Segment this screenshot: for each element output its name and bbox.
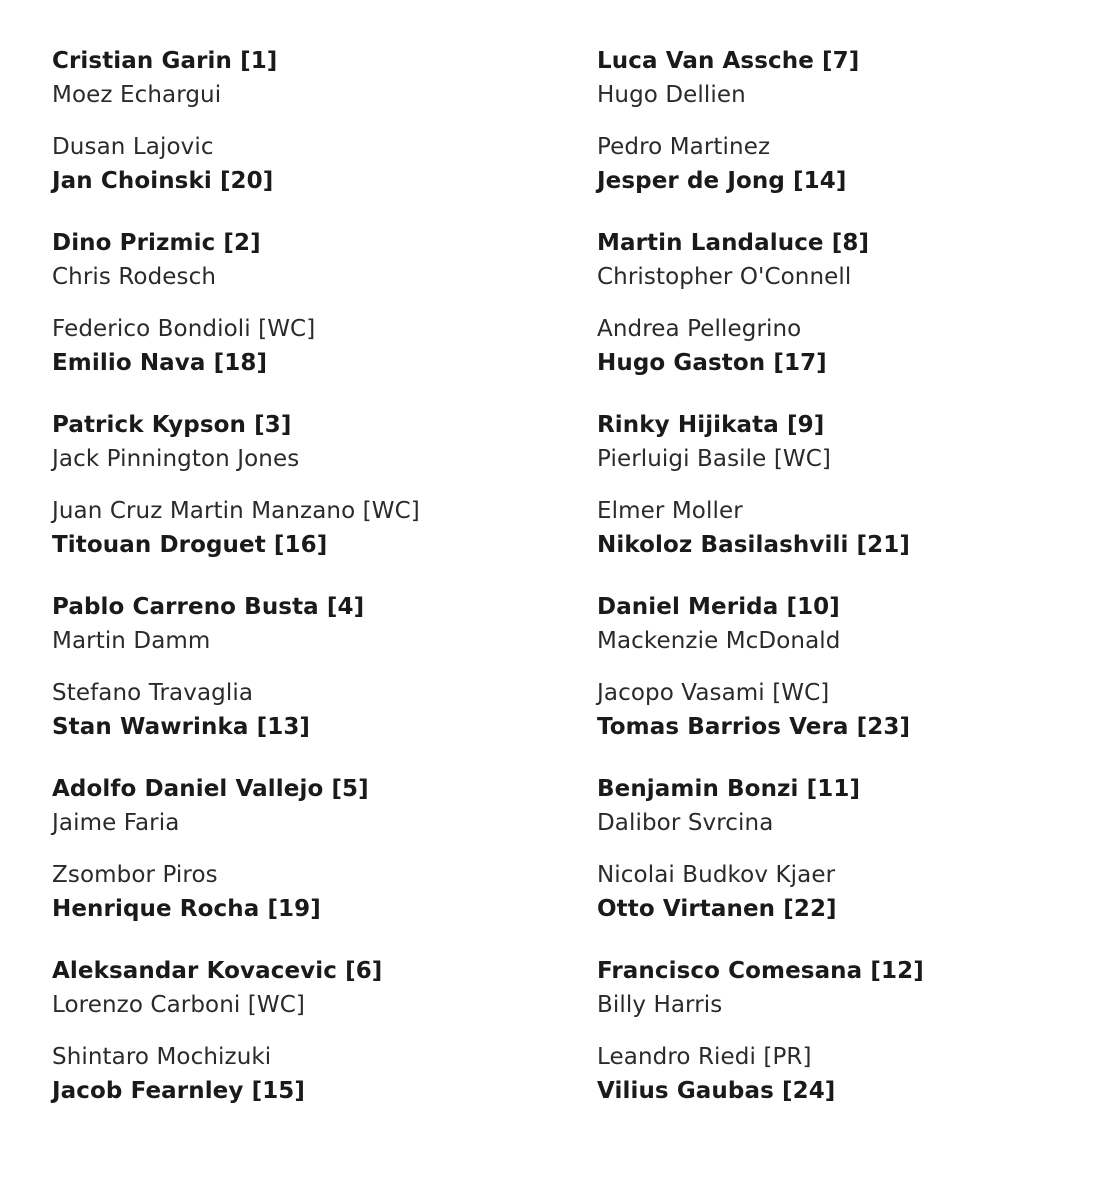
player: Leandro Riedi [PR] — [597, 1044, 812, 1070]
draw-section — [52, 44, 420, 226]
player-seeded: Jan Choinski [20] — [52, 168, 274, 194]
player-seeded: Martin Landaluce [8] — [597, 230, 870, 256]
match — [597, 858, 924, 944]
player-seeded: Dino Prizmic [2] — [52, 230, 261, 256]
player: Shintaro Mochizuki — [52, 1044, 272, 1070]
player: Martin Damm — [52, 628, 211, 654]
player: Dusan Lajovic — [52, 134, 214, 160]
match — [52, 494, 420, 580]
match — [52, 858, 420, 944]
draw-column-right — [597, 44, 924, 1136]
player: Chris Rodesch — [52, 264, 217, 290]
match — [597, 494, 924, 580]
player-seeded: Titouan Droguet [16] — [52, 532, 328, 558]
match — [597, 226, 924, 312]
player-seeded: Adolfo Daniel Vallejo [5] — [52, 776, 369, 802]
player: Jacopo Vasami [WC] — [597, 680, 830, 706]
player-seeded: Patrick Kypson [3] — [52, 412, 292, 438]
match — [52, 1040, 420, 1126]
match — [597, 590, 924, 676]
player: Pedro Martinez — [597, 134, 771, 160]
player: Pierluigi Basile [WC] — [597, 446, 831, 472]
player-seeded: Francisco Comesana [12] — [597, 958, 924, 984]
player: Billy Harris — [597, 992, 723, 1018]
match — [52, 954, 420, 1040]
match — [597, 954, 924, 1040]
player-seeded: Emilio Nava [18] — [52, 350, 268, 376]
player-seeded: Luca Van Assche [7] — [597, 48, 860, 74]
draw-column-left — [52, 44, 420, 1136]
draw-section — [52, 772, 420, 954]
match — [597, 772, 924, 858]
player: Juan Cruz Martin Manzano [WC] — [52, 498, 420, 524]
player-seeded: Jacob Fearnley [15] — [52, 1078, 306, 1104]
player-seeded: Nikoloz Basilashvili [21] — [597, 532, 910, 558]
draw-section — [52, 590, 420, 772]
draw-section — [52, 408, 420, 590]
match — [597, 676, 924, 762]
match — [597, 130, 924, 216]
match — [52, 226, 420, 312]
match — [52, 408, 420, 494]
match — [52, 772, 420, 858]
player-seeded: Aleksandar Kovacevic [6] — [52, 958, 383, 984]
player-seeded: Henrique Rocha [19] — [52, 896, 321, 922]
player-seeded: Vilius Gaubas [24] — [597, 1078, 836, 1104]
draw-section — [597, 954, 924, 1136]
draw-section — [52, 226, 420, 408]
player-seeded: Benjamin Bonzi [11] — [597, 776, 861, 802]
player: Hugo Dellien — [597, 82, 746, 108]
match — [52, 44, 420, 130]
player: Christopher O'Connell — [597, 264, 852, 290]
player-seeded: Cristian Garin [1] — [52, 48, 278, 74]
player: Zsombor Piros — [52, 862, 218, 888]
player: Lorenzo Carboni [WC] — [52, 992, 305, 1018]
draw-section — [597, 44, 924, 226]
draw-section — [597, 590, 924, 772]
match — [597, 408, 924, 494]
match — [597, 312, 924, 398]
player: Mackenzie McDonald — [597, 628, 841, 654]
match — [52, 130, 420, 216]
player: Andrea Pellegrino — [597, 316, 802, 342]
match — [52, 590, 420, 676]
player-seeded: Pablo Carreno Busta [4] — [52, 594, 365, 620]
player-seeded: Hugo Gaston [17] — [597, 350, 827, 376]
player-seeded: Tomas Barrios Vera [23] — [597, 714, 911, 740]
match — [597, 44, 924, 130]
player: Elmer Moller — [597, 498, 743, 524]
draw-section — [597, 408, 924, 590]
player: Dalibor Svrcina — [597, 810, 774, 836]
player-seeded: Otto Virtanen [22] — [597, 896, 837, 922]
player-seeded: Stan Wawrinka [13] — [52, 714, 311, 740]
draw-section — [597, 226, 924, 408]
match — [52, 676, 420, 762]
player: Nicolai Budkov Kjaer — [597, 862, 836, 888]
match — [597, 1040, 924, 1126]
player: Moez Echargui — [52, 82, 222, 108]
player-seeded: Jesper de Jong [14] — [597, 168, 847, 194]
player-seeded: Rinky Hijikata [9] — [597, 412, 825, 438]
player-seeded: Daniel Merida [10] — [597, 594, 840, 620]
draw-section — [597, 772, 924, 954]
player: Stefano Travaglia — [52, 680, 254, 706]
match — [52, 312, 420, 398]
draw-section — [52, 954, 420, 1136]
player: Jack Pinnington Jones — [52, 446, 300, 472]
player: Jaime Faria — [52, 810, 180, 836]
player: Federico Bondioli [WC] — [52, 316, 316, 342]
